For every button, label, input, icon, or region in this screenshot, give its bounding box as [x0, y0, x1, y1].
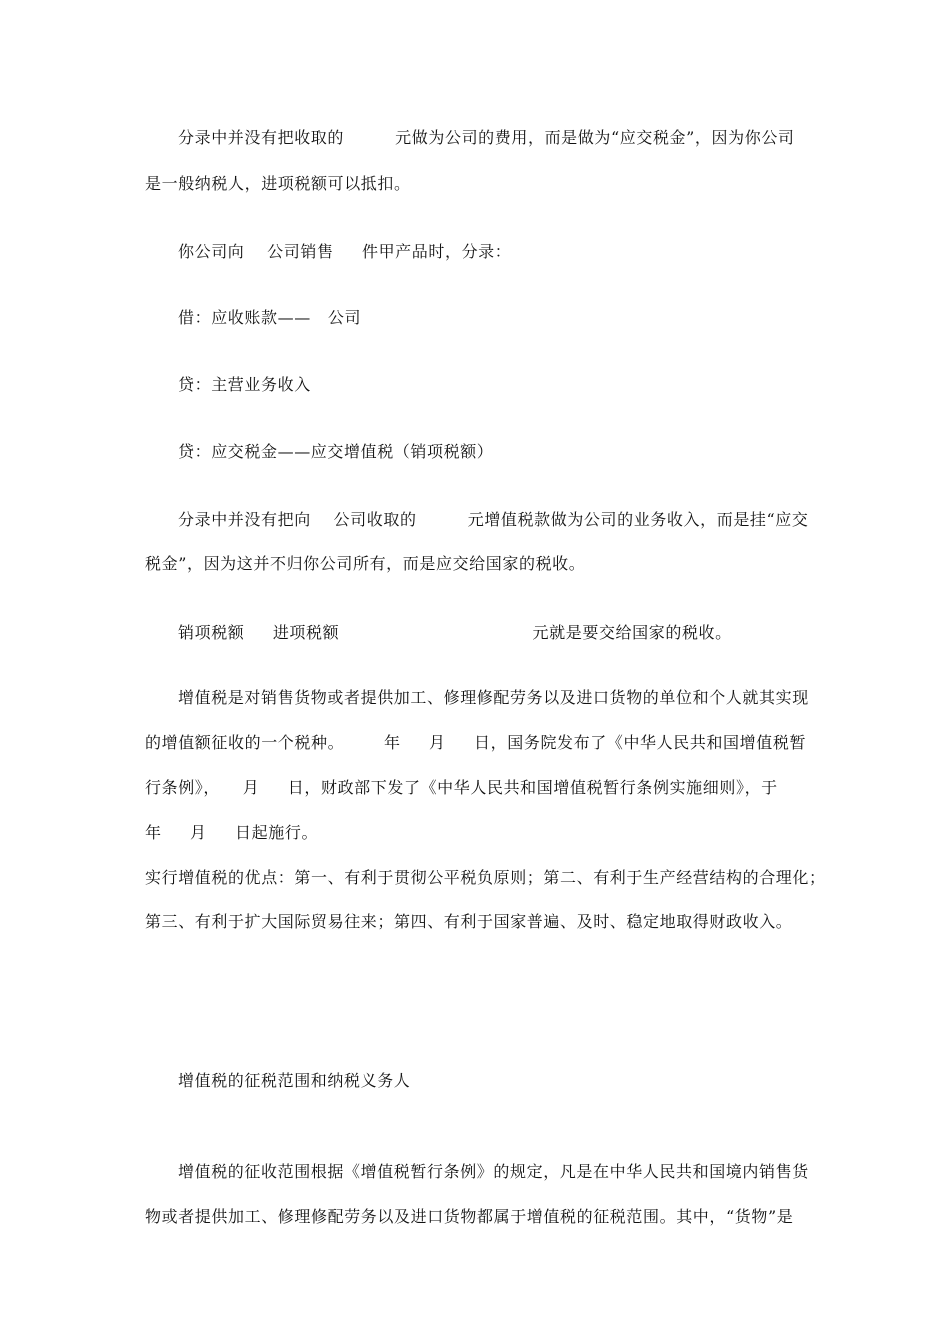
text-line: 你公司向 公司销售 件甲产品时，分录：: [178, 242, 512, 261]
text-line: 行条例》， 月 日，财政部下发了《中华人民共和国增值税暂行条例实施细则》，于: [145, 778, 778, 797]
text-line: 贷：主营业务收入: [178, 375, 311, 394]
text-line: 年 月 日起施行。: [145, 823, 319, 842]
text-line: 物或者提供加工、修理修配劳务以及进口货物都属于增值税的征税范围。其中，“货物”是: [145, 1207, 794, 1226]
text-line: 销项税额 进项税额 元就是要交给国家的税收。: [178, 623, 732, 642]
text-line: 是一般纳税人，进项税额可以抵扣。: [145, 174, 411, 193]
text-line: 借：应收账款—— 公司: [178, 308, 362, 327]
section-heading: 增值税的征税范围和纳税义务人: [178, 1071, 411, 1090]
text-line: 的增值额征收的一个税种。 年 月 日，国务院发布了《中华人民共和国增值税暂: [145, 733, 807, 752]
text-line: 增值税是对销售货物或者提供加工、修理修配劳务以及进口货物的单位和个人就其实现: [178, 688, 809, 707]
text-line: 实行增值税的优点：第一、有利于贯彻公平税负原则；第二、有利于生产经营结构的合理化；: [145, 868, 826, 887]
text-line: 增值税的征收范围根据《增值税暂行条例》的规定，凡是在中华人民共和国境内销售货: [178, 1162, 809, 1181]
text-line: 税金”，因为这并不归你公司所有，而是应交给国家的税收。: [145, 554, 586, 573]
text-line: 分录中并没有把向 公司收取的 元增值税款做为公司的业务收入，而是挂“应交: [178, 510, 809, 529]
text-line: 贷：应交税金——应交增值税（销项税额）: [178, 442, 494, 461]
text-line: 分录中并没有把收取的 元做为公司的费用，而是做为“应交税金”，因为你公司: [178, 128, 795, 147]
text-line: 第三、有利于扩大国际贸易往来；第四、有利于国家普遍、及时、稳定地取得财政收入。: [145, 912, 793, 931]
